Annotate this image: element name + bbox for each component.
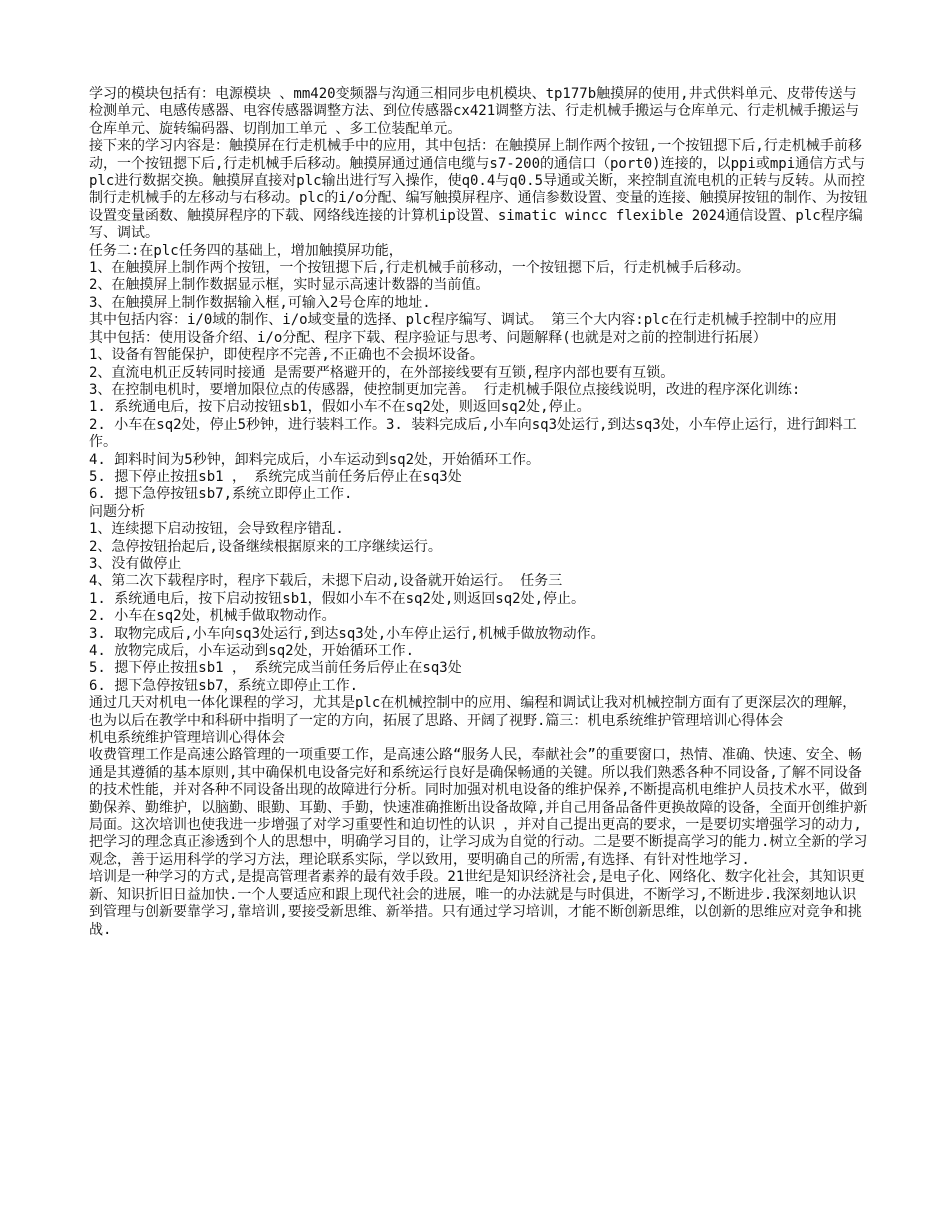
list-item: 3、在触摸屏上制作数据输入框,可输入2号仓库的地址. [89,294,431,311]
list-item: 1、设备有智能保护，即使程序不完善,不正确也不会损坏设备。 [89,347,484,364]
list-item: 1. 系统通电后，按下启动按钮sb1，假如小车不在sq2处,则返回sq2处,停止。 [89,590,586,607]
list-item: 1、连续摁下启动按钮，会导致程序错乱. [89,521,344,538]
paragraph-task-two-title: 任务二:在plc任务四的基础上，增加触摸屏功能， [89,242,403,259]
list-item: 4、第二次下载程序时，程序下载后，未摁下启动,设备就开始运行。 任务三 [89,573,563,590]
list-item: 3. 取物完成后,小车向sq3处运行,到达sq3处,小车停止运行,机械手做放物动作。 [89,625,605,642]
section-heading-problem-analysis: 问题分析 [89,503,145,520]
list-item: 4. 放物完成后，小车运动到sq2处，开始循环工作. [89,643,414,659]
paragraph-toll-management: 收费管理工作是高速公路管理的一项重要工作，是高速公路“服务人民，奉献社会”的重要窗口，热情、准确、快速、安全、畅通是其遵循的基本原则,其中确保机电设备完好和系统运行良好是确保畅通的关键。所以我们熟悉各种不同设备,了解不同设备的技术性能，并对各种不同设备出现的故障进行分析。同时加强对机电设备的维护保养,不断提高机电维护人员技术水平，做到勤保养、勤维护，以脑勤、眼勤、耳勤、手勤，快速准确推断出设备故障,并自己用备品备件更换故障的设备，全面开创维护新局面。这次培训也使我进一步增强了对学习重要性和迫切性的认识 ，并对自己提出更高的要求，一是要切实增强学习的动力,把学习的理念真正渗透到个人的思想中，明确学习目的，让学习成为自觉的行动。二是要不断提高学习的能力.树立全新的学习观念，善于运用科学的学习方法，理论联系实际，学以致用，要明确自己的所需,有选择、有针对性地学习. [89,747,868,868]
paragraph-course-summary: 通过几天对机电一体化课程的学习，尤其是plc在机械控制中的应用、编程和调试让我对机械控制方面有了更深层次的理解，也为以后在教学中和科研中指明了一定的方向，拓展了思路、开阔了视野.篇三：机电系统维护管理培训心得体会 [89,695,857,729]
list-item: 2、急停按钮抬起后,设备继续根据原来的工序继续运行。 [89,538,442,555]
paragraph-training-learning: 培训是一种学习的方式,是提高管理者素养的最有效手段。21世纪是知识经济社会,是电子化、网络化、数字化社会，其知识更新、知识折旧日益加快.一个人要适应和跟上现代社会的进展，唯一的办法就是与时俱进，不断学习,不断进步.我深刻地认识到管理与创新要靠学习,靠培训,要接受新思维、新举措。只有通过学习培训，才能不断创新思维，以创新的思维应对竞争和挑战. [89,869,865,938]
list-item: 1、在触摸屏上制作两个按钮，一个按钮摁下后,行走机械手前移动，一个按钮摁下后，行走机械手后移动。 [89,260,750,277]
list-item: 6. 摁下急停按钮sb7，系统立即停止工作. [89,677,359,694]
paragraph-module-list: 学习的模块包括有：电源模块 、mm420变频器与沟通三相同步电机模块、tp177b触摸屏的使用,井式供料单元、皮带传送与检测单元、电感传感器、电容传感器调整方法、到位传感器cx421调整方法、行走机械手搬运与仓库单元、行走机械手搬运与仓库单元、旋转编码器、切削加工单元 、多工位装配单元。 [89,86,860,137]
list-item: 2. 小车在sq2处，机械手做取物动作。 [89,608,336,625]
list-item: 6. 摁下急停按钮sb7,系统立即停止工作. [89,486,353,503]
list-item: 2、直流电机正反转同时接通 是需要严格避开的，在外部接线要有互锁,程序内部也要有互锁。 [89,364,675,381]
section-heading-training: 机电系统维护管理培训心得体会 [89,730,285,747]
list-item: 5. 摁下停止按扭sb1 ， 系统完成当前任务后停止在sq3处 [89,468,462,485]
list-item: 4. 卸料时间为5秒钟，卸料完成后，小车运动到sq2处，开始循环工作。 [89,451,540,468]
list-item: 1. 系统通电后，按下启动按钮sb1，假如小车不在sq2处，则返回sq2处,停止。 [89,399,591,416]
list-item: 3、在控制电机时，要增加限位点的传感器，使控制更加完善。 行走机械手限位点接线说明，改进的程序深化训练: [89,381,801,398]
paragraph-includes-content: 其中包括内容：i/0域的制作、i/o域变量的选择、plc程序编写、调试。 第三个大内容:plc在行走机械手控制中的应用 [89,312,837,329]
list-item: 2、在触摸屏上制作数据显示框，实时显示高速计数器的当前值。 [89,277,490,294]
paragraph-includes-devices: 其中包括：使用设备介绍、i/o分配、程序下载、程序验证与思考、问题解释(也就是对之前的控制进行拓展） [89,329,767,346]
paragraph-touchscreen-content: 接下来的学习内容是：触摸屏在行走机械手中的应用，其中包括：在触摸屏上制作两个按钮,一个按钮摁下后,行走机械手前移动，一个按钮摁下后,行走机械手后移动。触摸屏通过通信电缆与s7-200的通信口（port0)连接的，以ppi或mpi通信方式与plc进行数据交换。触摸屏直接对plc输出进行写入操作，使q0.4与q0.5导通或关断，来控制直流电机的正转与反转。从而控制行走机械手的左移动与右移动。plc的i/o分配、编写触摸屏程序、通信参数设置、变量的连接、触摸屏按钮的制作、为按钮设置变量函数、触摸屏程序的下载、网络线连接的计算机ip设置、simatic wincc flexible 2024通信设置、plc程序编写、调试。 [89,138,868,242]
list-item: 2. 小车在sq2处，停止5秒钟，进行装料工作。3. 装料完成后,小车向sq3处运行,到达sq3处，小车停止运行，进行卸料工作。 [89,416,857,451]
document-body [89,86,869,939]
list-item: 5. 摁下停止按扭sb1 ， 系统完成当前任务后停止在sq3处 [89,660,462,677]
list-item: 3、没有做停止 [89,555,182,572]
